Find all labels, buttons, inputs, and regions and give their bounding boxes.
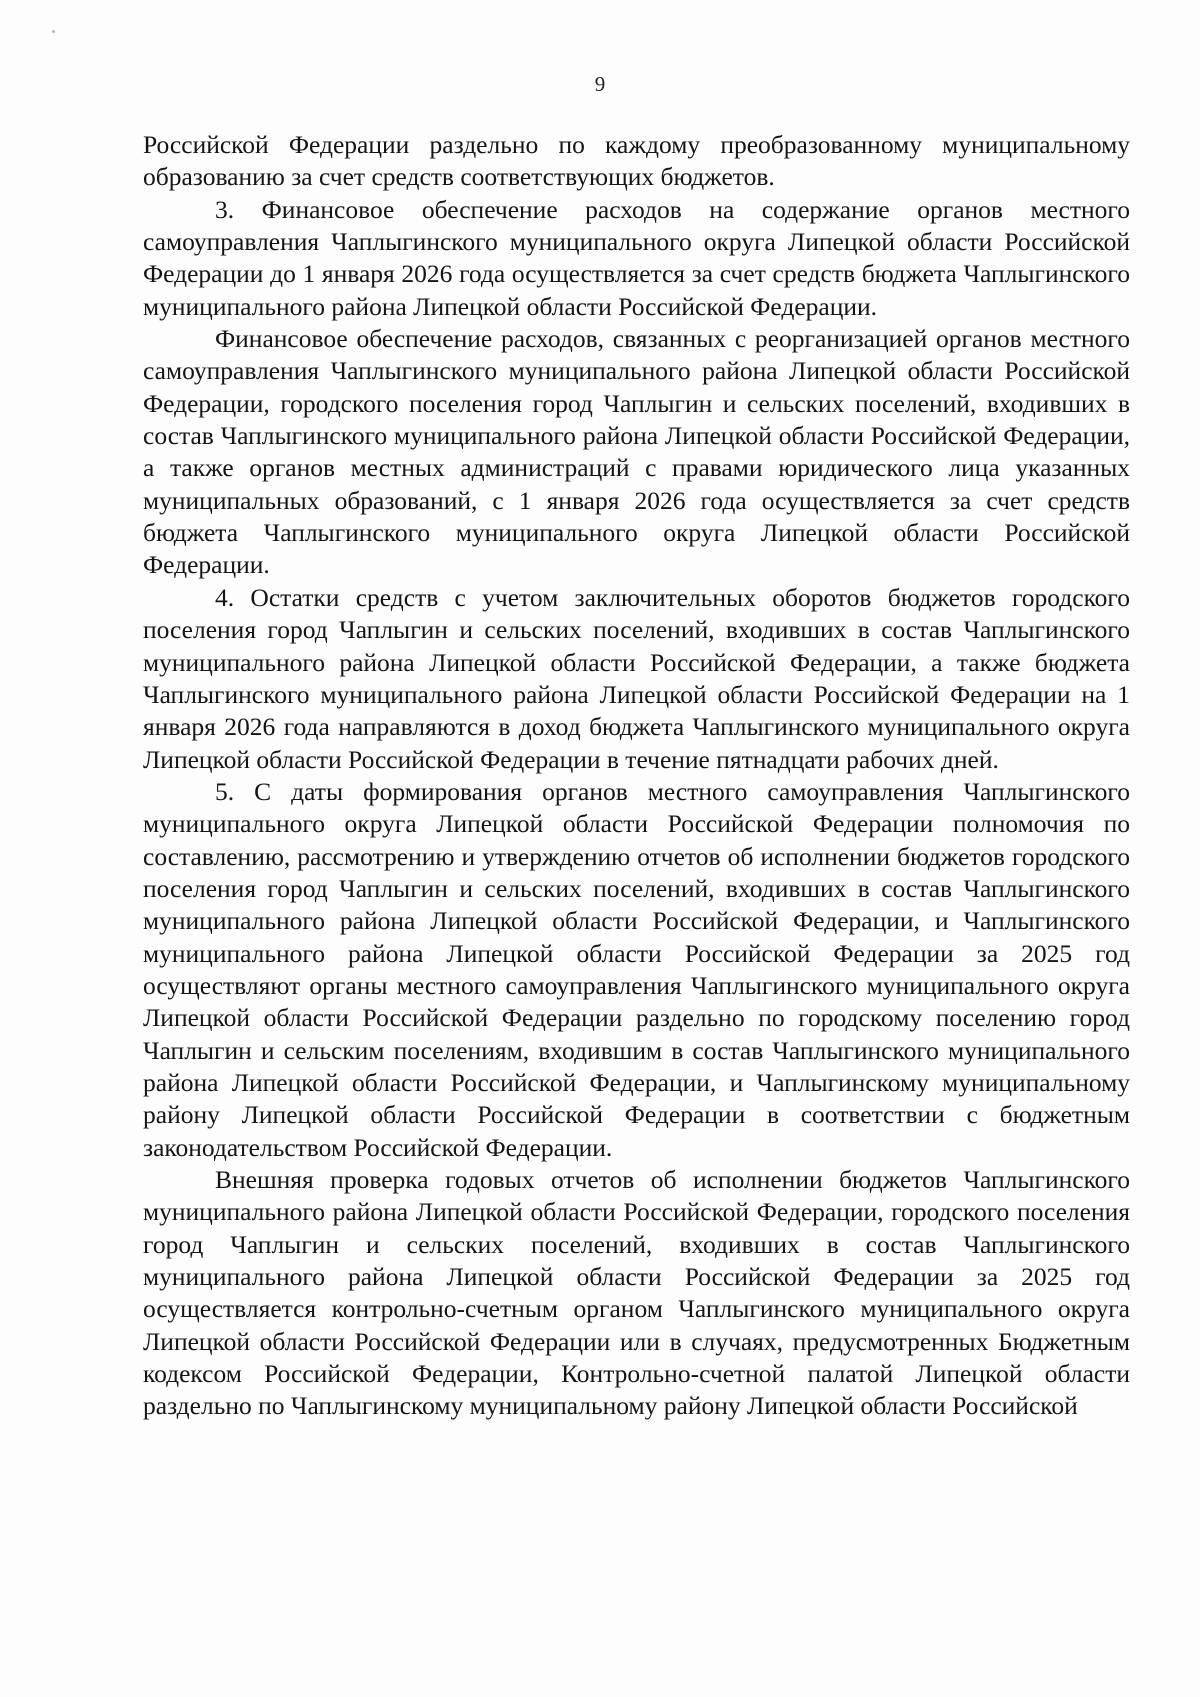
paragraph-item-4: 4. Остатки средств с учетом заключительных оборотов бюджетов городского поселения город Чаплыгин и сельских поселений, входивших в состав Чаплыгинского муниципального района Липецкой области Российской Федерации, а также бюджета Чаплыгинского муниципального района Липецкой области Российской Федерации на 1 января 2026 года направляются в доход бюджета Чаплыгинского муниципального округа Липецкой области Российской Федерации в течение пятнадцати рабочих дней.: [143, 582, 1130, 774]
paragraph-external-audit: Внешняя проверка годовых отчетов об исполнении бюджетов Чаплыгинского муниципального района Липецкой области Российской Федерации, городского поселения город Чаплыгин и сельских поселений, входивших в состав Чаплыгинского муниципального района Липецкой области Российской Федерации за 2025 год осуществляется контрольно-счетным органом Чаплыгинского муниципального округа Липецкой области Российской Федерации или в случаях, предусмотренных Бюджетным кодексом Российской Федерации, Контрольно-счетной палатой Липецкой области раздельно по Чаплыгинскому муниципальному району Липецкой области Российской: [143, 1165, 1130, 1421]
paragraph-item-3: 3. Финансовое обеспечение расходов на содержание органов местного самоуправления Чаплыгинского муниципального округа Липецкой области Российской Федерации до 1 января 2026 года осуществляется за счет средств бюджета Чаплыгинского муниципального района Липецкой области Российской Федерации.: [143, 194, 1130, 321]
page-number: 9: [594, 72, 606, 96]
paragraph-item-5: 5. С даты формирования органов местного самоуправления Чаплыгинского муниципального округа Липецкой области Российской Федерации полномочия по составлению, рассмотрению и утверждению отчетов об исполнении бюджетов городского поселения город Чаплыгин и сельских поселений, входивших в состав Чаплыгинского муниципального района Липецкой области Российской Федерации, и Чаплыгинского муниципального района Липецкой области Российской Федерации за 2025 год осуществляют органы местного самоуправления Чаплыгинского муниципального округа Липецкой области Российской Федерации раздельно по городскому поселению город Чаплыгин и сельским поселениям, входившим в состав Чаплыгинского муниципального района Липецкой области Российской Федерации, и Чаплыгинскому муниципальному району Липецкой области Российской Федерации в соответствии с бюджетным законодательством Российской Федерации.: [143, 776, 1130, 1162]
paragraph-reorganization-funding: Финансовое обеспечение расходов, связанных с реорганизацией органов местного самоуправления Чаплыгинского муниципального района Липецкой области Российской Федерации, городского поселения город Чаплыгин и сельских поселений, входивших в состав Чаплыгинского муниципального района Липецкой области Российской Федерации, а также органов местных администраций с правами юридического лица указанных муниципальных образований, с 1 января 2026 года осуществляется за счет средств бюджета Чаплыгинского муниципального округа Липецкой области Российской Федерации.: [143, 324, 1130, 580]
paragraph-continuation: Российской Федерации раздельно по каждому преобразованному муниципальному образованию за счет средств соответствующих бюджетов.: [143, 130, 1130, 192]
document-body: [143, 129, 1130, 1423]
scan-artifact-dot: [52, 30, 55, 33]
